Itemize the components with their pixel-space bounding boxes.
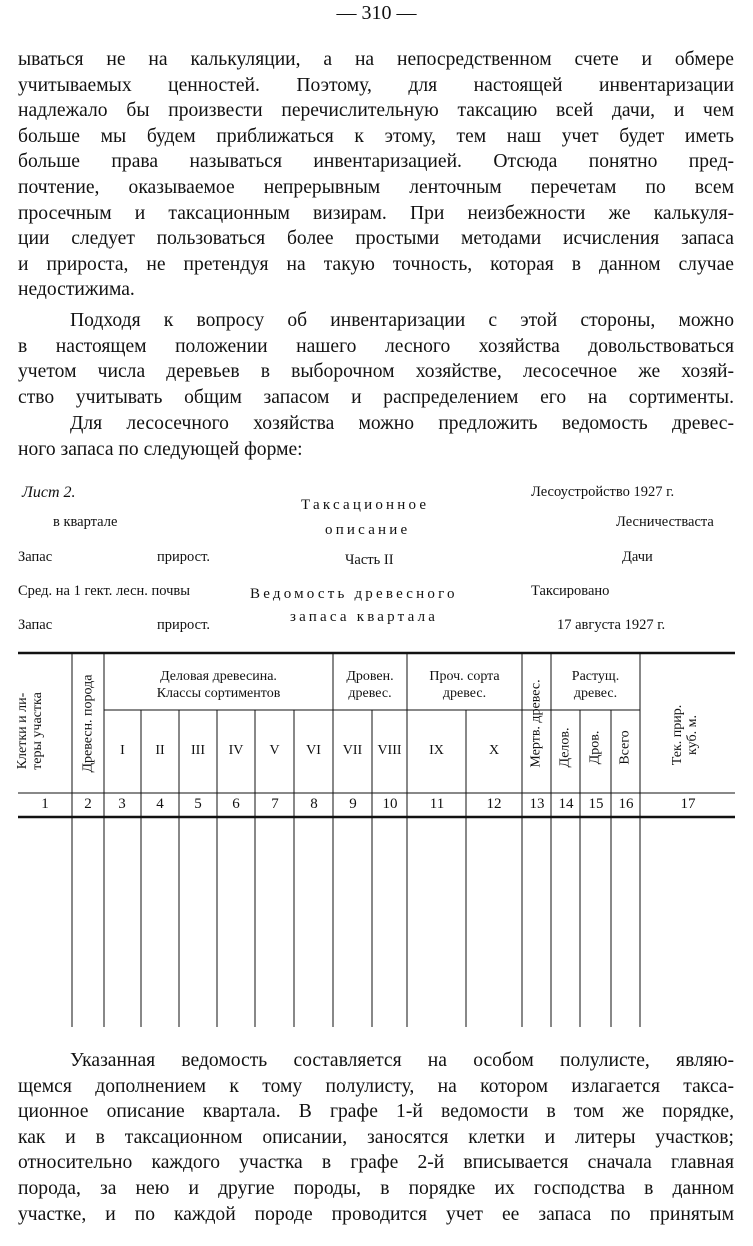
col-number: 14 [558,796,574,812]
col-number: 5 [194,796,202,812]
title-zapasa: запаса квартала [290,609,439,625]
page-number: — 310 — [336,2,417,24]
col-number: 17 [680,796,696,812]
col-header-tek: Тек. прир. куб. м. [670,704,700,766]
col-number: 3 [118,796,126,812]
paragraph-2: Подходя к вопросу об инвентаризации с этой стороны, можно в настоящем положении нашего лесного хозяйства довольствоваться учетом числа деревьев в выборочном хозяйстве, лесосечное же хозяй- ство учитывать общим запасом и распределением его на сортименты. [18,310,734,408]
increment-label: прирост. [157,549,210,565]
part-label: Часть II [345,552,394,568]
col-header-cells-1: Клетки и ли- теры участка [15,692,45,770]
date-label: 17 августа 1927 г. [557,617,666,633]
col-number: 16 [618,796,634,812]
group-header-delovaya: Деловая древесина. Классы сортиментов [156,669,281,701]
dachi-label: Дачи [622,549,653,565]
avg-per-ha-label: Сред. на 1 гект. лесн. почвы [18,583,191,599]
in-quarter-label: в квартале [53,514,118,530]
lesnichestvo-label: Лесничестваста [616,514,714,530]
col-number: 15 [588,796,604,812]
title-opisanie: описание [325,522,411,538]
col-number: 8 [310,796,318,812]
col-number: 9 [349,796,357,812]
taksirovano-label: Таксировано [531,583,610,599]
col-number: 11 [429,796,445,812]
col-header-species: Древесн. порода [80,674,96,773]
col-header-drov: Дров. [587,730,603,765]
col-header-mertv: Мертв. древес. [528,679,544,768]
col-number: 2 [84,796,92,812]
stock-label: Запас [18,549,53,565]
class-header-I: I [120,743,125,758]
class-header-X: X [488,743,500,758]
sheet-label: Лист 2. [22,484,76,501]
increment2-label: прирост. [157,617,210,633]
col-number: 13 [529,796,545,812]
col-header-delov: Делов. [557,727,573,768]
col-number: 4 [156,796,164,812]
class-header-IV: IV [228,743,244,758]
group-header-proch: Проч. сорта древес. [429,669,500,701]
class-header-III: III [191,743,205,758]
class-header-VII: VII [342,743,363,758]
col-number: 6 [232,796,240,812]
class-header-VI: VI [306,743,321,758]
paragraph-4: Указанная ведомость составляется на особом полулисте, являю- щемся дополнением к тому полулисту, на котором излагается такса- ционное описание квартала. В графе 1-й ведомости в том же порядке, как и в таксационном описании, заносятся клетки и литеры участков; относительно каждого участка в графе 2-й вписывается сначала главная порода, за нею и другие породы, в порядке их господства в данном участке, и по каждой породе проводится учет ее запаса по принятым [18,1050,734,1225]
col-number: 7 [271,796,279,812]
paragraph-1: ываться не на калькуляции, а на непосредственном счете и обмере учитываемых ценностей. Поэтому, для настоящей инвентаризации надлежало бы произвести перечислительную таксацию всей дачи, и чем больше мы будем приближаться к этому, тем наш учет будет иметь больше права называться инвентаризацией. Отсюда понятно пред- почтение, оказываемое непрерывным ленточным перечетам по всем просечным и таксационным визирам. При неизбежности же калькуля- ции следует пользоваться более простыми методами исчисления запаса и прироста, не претендуя на такую точность, которая в данном случае недостижима. [18,49,734,301]
paragraph-3: Для лесосечного хозяйства можно предложить ведомость древес- ного запаса по следующей форме: [18,413,734,460]
stock2-label: Запас [18,617,53,633]
class-header-IX: IX [429,743,444,758]
class-header-V: V [269,743,280,758]
class-header-VIII: VIII [377,743,402,758]
group-header-droven: Дровен. древес. [346,669,394,701]
col-number: 12 [486,796,502,812]
col-header-vsego: Всего [617,730,633,765]
class-header-II: II [155,743,165,758]
col-number: 1 [41,796,49,812]
title-vedomost: Ведомость древесного [250,586,458,602]
lesoustroystvo-label: Лесоустройство 1927 г. [531,484,675,500]
col-number: 10 [382,796,398,812]
group-header-rastush: Растущ. древес. [571,669,620,701]
title-taksatsionnoe: Таксационное [301,497,430,513]
